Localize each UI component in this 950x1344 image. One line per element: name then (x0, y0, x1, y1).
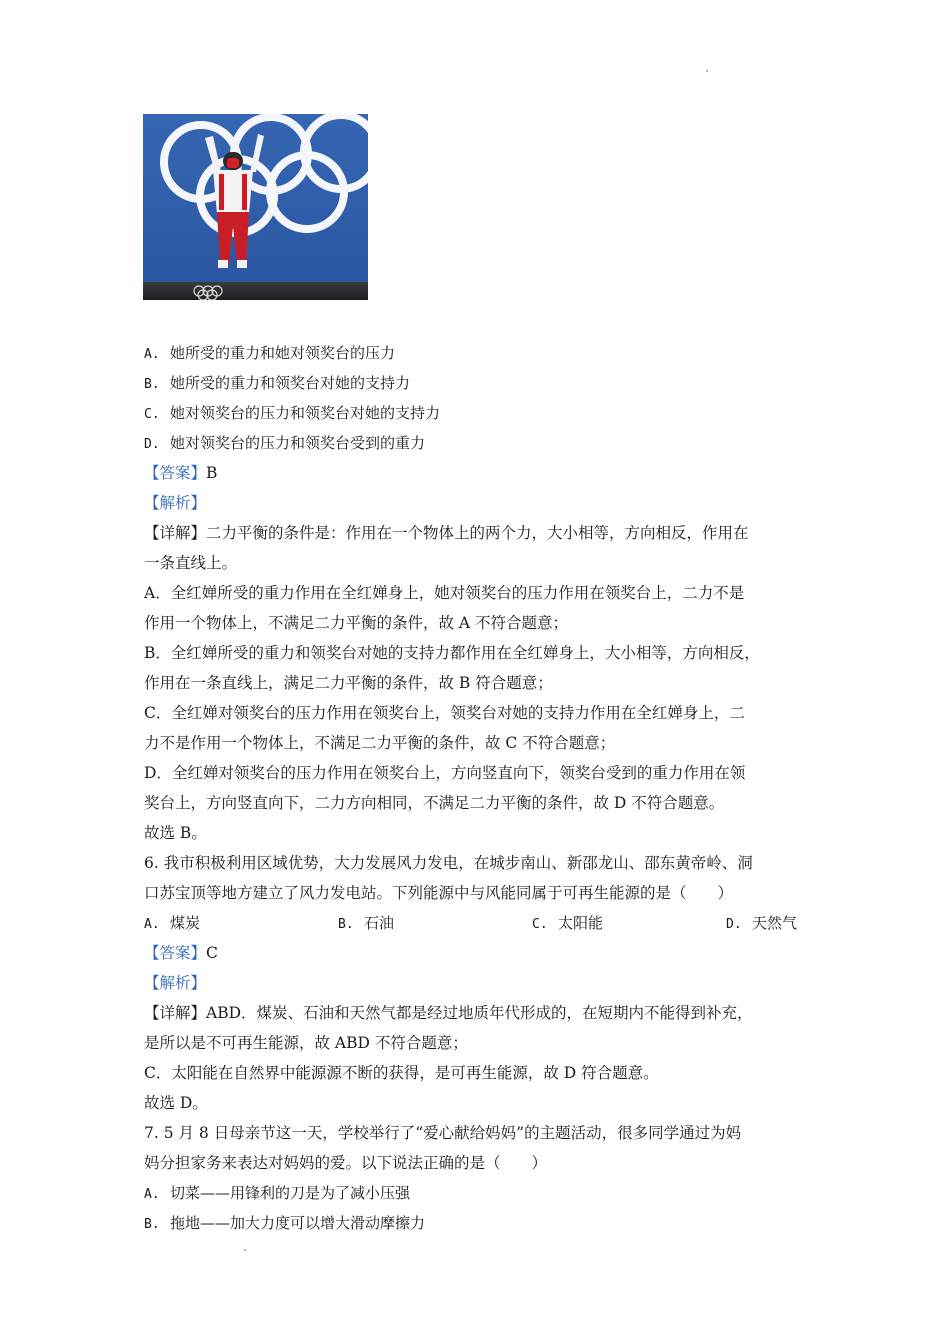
q5-detail: 【详解】二力平衡的条件是：作用在一个物体上的两个力，大小相等，方向相反，作用在 一条直线上。 A．全红婵所受的重力作用在全红婵身上，她对领奖台的压力作用在领奖台上，二力不是 作用一个物体上，不满足二力平衡的条件，故 A 不符合题意； B．全红婵所受的重力和领奖台对她的支持力都作用在全红婵身上，大小相等，方向相反， 作用在一条直线上，满足二力平衡的条件，故 B 符合题意； C．全红婵对领奖台的压力作用在领奖台上，领奖台对她的支持力作用在全红婵身上，二 力不是作用一个物体上，不满足二力平衡的条件，故 C 不符合题意； D．全红婵对领奖台的压力作用在领奖台上，方向竖直向下，领奖台受到的重力作用在领 奖台上，方向竖直向下，二力方向相同，不满足二力平衡的条件，故 D 不符合题意。 故选 B。 (144, 524, 760, 842)
q6-detail: 【详解】ABD．煤炭、石油和天然气都是经过地质年代形成的，在短期内不能得到补充， 是所以是不可再生能源，故 ABD 不符合题意； C．太阳能在自然界中能源源不断的获得，是可再生能源，故 D 符合题意。 故选 D。 (144, 1004, 753, 1112)
podium (143, 282, 368, 300)
q6-option-b: B. 石油 (338, 914, 395, 932)
q5-options (144, 338, 808, 458)
q5-option-b: B. 她所受的重力和领奖台对她的支持力 (144, 374, 411, 392)
q6-stem: 6. 我市积极利用区域优势，大力发展风力发电，在城步南山、新邵龙山、邵东黄帝岭、洞 口苏宝顶等地方建立了风力发电站。下列能源中与风能同属于可再生能源的是（ ） (144, 854, 753, 902)
podium-photo (143, 114, 368, 300)
q6-option-c: C. 太阳能 (532, 914, 604, 932)
q5-option-a: A. 她所受的重力和她对领奖台的压力 (144, 344, 396, 362)
q6-answer: 【答案】C (144, 944, 218, 962)
athlete-on-podium-image (143, 114, 368, 300)
q5-option-c: C. 她对领奖台的压力和领奖台对她的支持力 (144, 404, 441, 422)
q5-answer: 【答案】B (144, 464, 218, 482)
q6-options (144, 908, 808, 938)
scan-speck (244, 1249, 246, 1251)
q7-option-a: A. 切菜——用锋利的刀是为了减小压强 (144, 1184, 411, 1202)
q5-analysis-heading: 【解析】 (144, 494, 207, 512)
scan-speck (706, 70, 708, 72)
q5-option-d: D. 她对领奖台的压力和领奖台受到的重力 (144, 434, 426, 452)
question-content (144, 338, 808, 1238)
q7-options (144, 1178, 808, 1238)
q6-option-d: D. 天然气 (726, 914, 798, 932)
q7-stem: 7. 5 月 8 日母亲节这一天，学校举行了“爱心献给妈妈”的主题活动，很多同学通过为妈 妈分担家务来表达对妈妈的爱。以下说法正确的是（ ） (144, 1124, 742, 1172)
q6-option-a: A. 煤炭 (144, 914, 201, 932)
q7-option-b: B. 拖地——加大力度可以增大滑动摩擦力 (144, 1214, 426, 1232)
q6-analysis-heading: 【解析】 (144, 974, 207, 992)
